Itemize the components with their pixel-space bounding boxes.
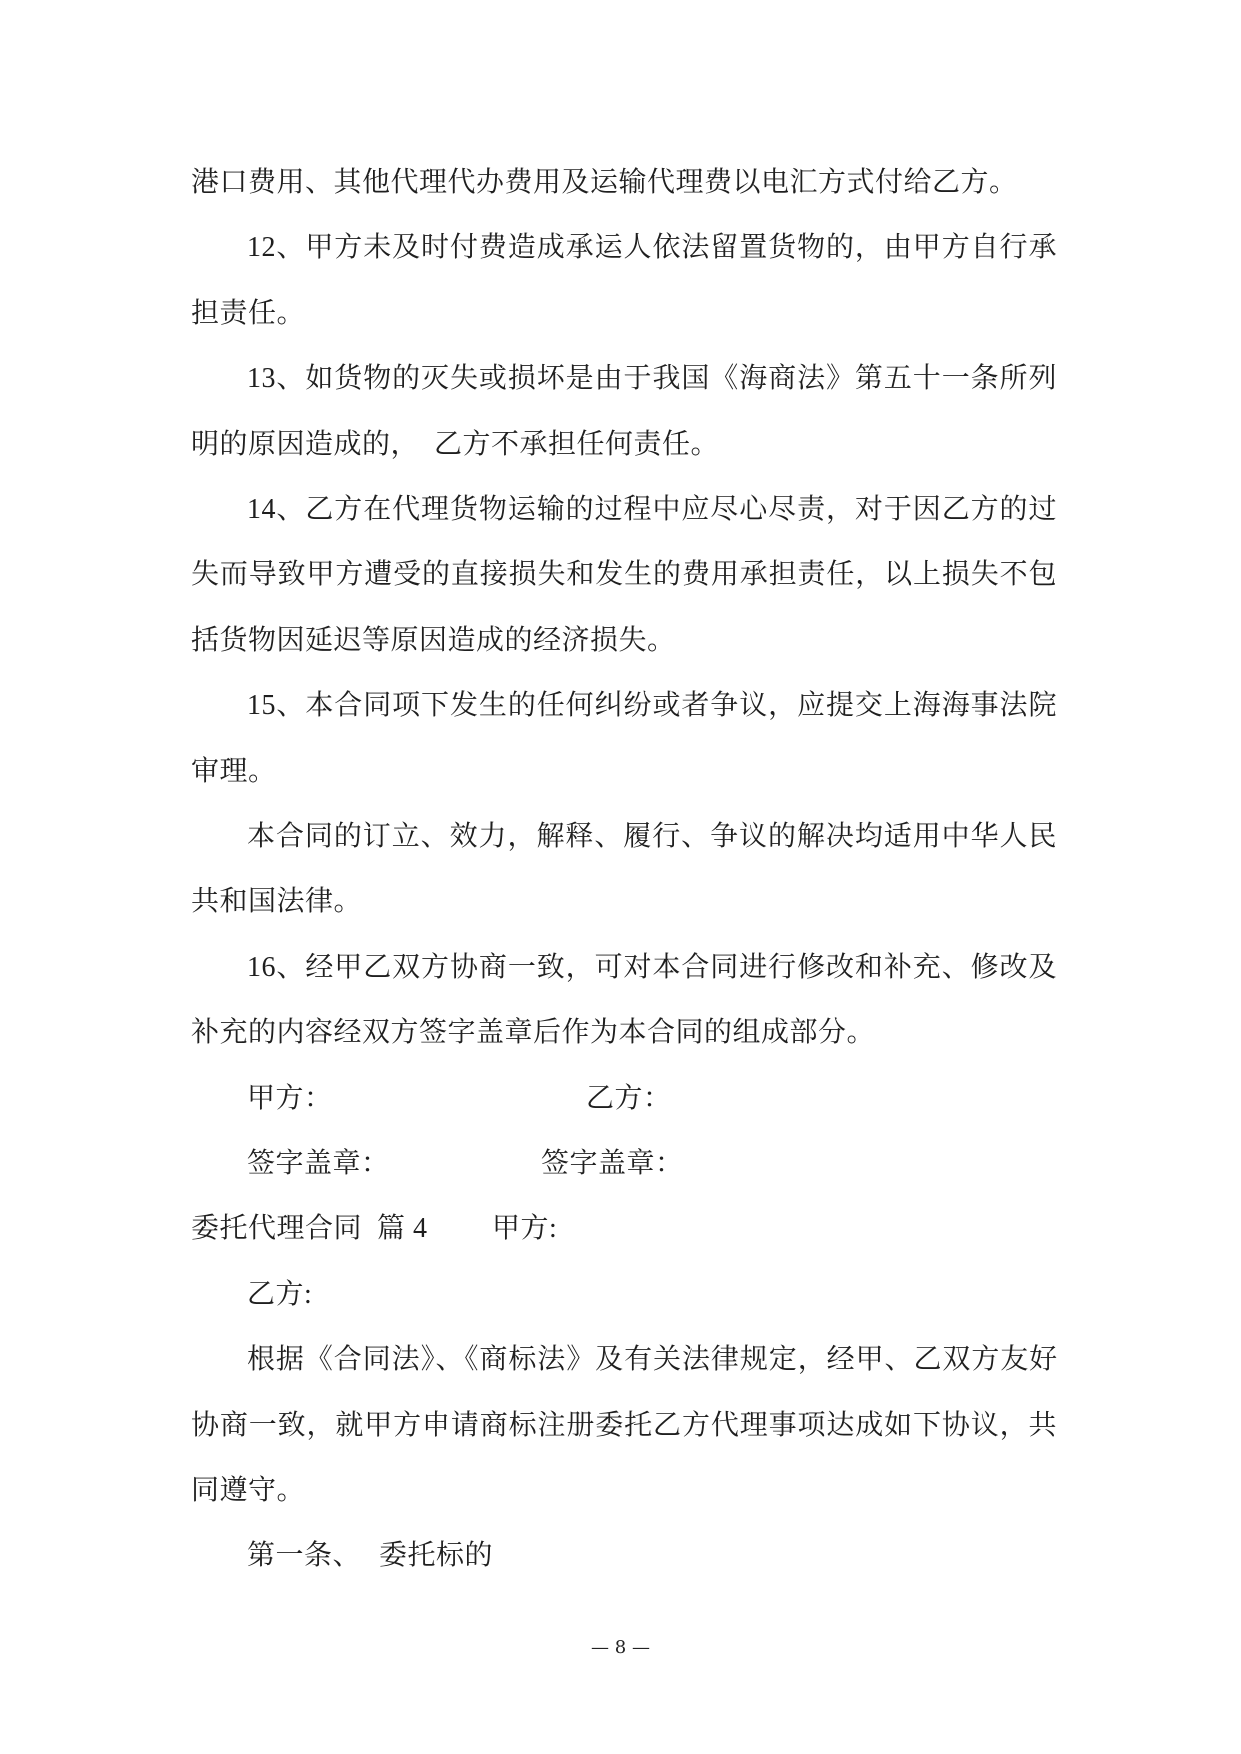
party-b-label: 乙方： [586,1083,672,1114]
article-1-title: 委托标的 [379,1540,494,1571]
page-number: — 8 — [591,1637,650,1658]
clause-13-line-1: 13、如货物的灭失或损坏是由于我国《海商法》第五十一条所列 [247,363,1057,394]
preamble-line-3: 同遵守。 [191,1475,306,1506]
governing-law-line-2: 共和国法律。 [191,886,363,917]
party-a-seal-label: 签字盖章： [247,1148,390,1179]
preamble-line-1: 根据《合同法》、《商标法》及有关法律规定，经甲、乙双方友好 [247,1344,1057,1375]
contract-party-a: 甲方: [492,1213,558,1244]
clause-12-line-1: 12、甲方未及时付费造成承运人依法留置货物的，由甲方自行承 [247,232,1057,263]
continuation-line: 港口费用、其他代理代办费用及运输代理费以电汇方式付给乙方。 [191,167,1018,198]
governing-law-line-1: 本合同的订立、效力，解释、履行、争议的解决均适用中华人民 [247,821,1057,852]
clause-12-line-2: 担责任。 [191,298,306,329]
clause-16-line-1: 16、经甲乙双方协商一致，可对本合同进行修改和补充、修改及 [247,952,1057,983]
clause-14-line-1: 14、乙方在代理货物运输的过程中应尽心尽责，对于因乙方的过 [247,494,1057,525]
clause-15-line-1: 15、本合同项下发生的任何纠纷或者争议，应提交上海海事法院 [247,690,1057,721]
article-1-number: 第一条、 [247,1540,362,1571]
party-a-label: 甲方： [247,1083,333,1114]
party-b-seal-label: 签字盖章： [541,1148,684,1179]
clause-15-line-2: 审理。 [191,756,277,787]
preamble-line-2: 协商一致，就甲方申请商标注册委托乙方代理事项达成如下协议，共 [191,1410,1057,1441]
contract-party-b: 乙方: [247,1279,313,1310]
clause-14-line-3: 括货物因延迟等原因造成的经济损失。 [191,625,676,656]
contract-title: 委托代理合同 篇 4 [191,1213,428,1244]
clause-13-line-2: 明的原因造成的， 乙方不承担任何责任。 [191,429,720,460]
clause-14-line-2: 失而导致甲方遭受的直接损失和发生的费用承担责任，以上损失不包 [191,559,1057,590]
clause-16-line-2: 补充的内容经双方签字盖章后作为本合同的组成部分。 [191,1017,876,1048]
